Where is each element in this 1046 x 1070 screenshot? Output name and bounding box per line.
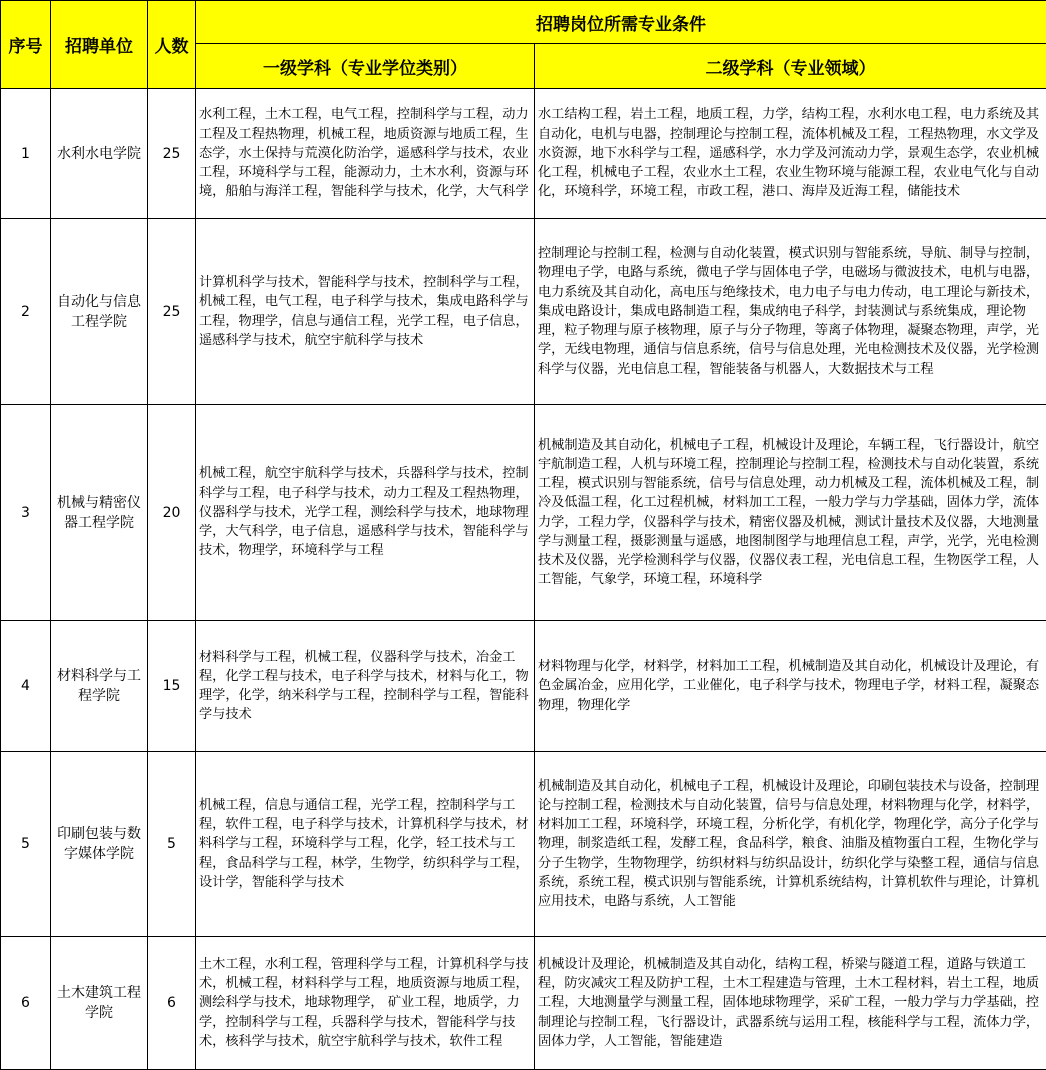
first-level-text: 土木工程，水利工程，管理科学与工程，计算机科学与技术，机械工程，材料科学与工程，地质资源与地质工程，测绘科学与技术，地球物理学， 矿业工程，地质学，力学，控制科学与工程，兵器科学与技术，智能科学与技术，核科学与技术，航空宇航科学与技术，软件工程 xyxy=(199,955,532,1051)
row-unit: 材料科学与工程学院 xyxy=(51,621,148,752)
second-level-text: 材料物理与化学，材料学，材料加工工程，机械制造及其自动化，机械设计及理论，有色金属冶金，应用化学，工业催化，电子科学与技术，物理电子学，材料工程，凝聚态物理，物理化学 xyxy=(538,657,1044,715)
row-index: 3 xyxy=(1,405,51,621)
table-row xyxy=(1,752,1046,937)
second-level-text: 机械制造及其自动化，机械电子工程，机械设计及理论，印刷包装技术与设备，控制理论与控制工程，检测技术与自动化装置，信号与信息处理，材料物理与化学，材料学，材料加工工程，环境科学，环境工程，分析化学，有机化学，物理化学，高分子化学与物理，制浆造纸工程，发酵工程，食品科学，粮食、油脂及植物蛋白工程，生物化学与分子生物学，生物物理学，纺织材料与纺织品设计，纺织化学与染整工程，通信与信息系统，系统工程，模式识别与智能系统，计算机系统结构，计算机软件与理论，计算机应用技术，电路与系统，人工智能 xyxy=(538,777,1044,911)
table-row xyxy=(1,937,1046,1070)
row-count: 25 xyxy=(148,219,196,405)
row-index: 1 xyxy=(1,89,51,219)
first-level-text: 材料科学与工程，机械工程，仪器科学与技术，冶金工程，化学工程与技术，电子科学与技术，材料与化工，物理学，化学，纳米科学与工程，控制科学与工程，智能科学与技术 xyxy=(199,648,532,725)
row-first-level xyxy=(196,937,535,1070)
row-first-level xyxy=(196,219,535,405)
first-level-text: 机械工程，信息与通信工程，光学工程，控制科学与工程，软件工程，电子科学与技术，计算机科学与技术，材料科学与工程，环境科学与工程，化学，轻工技术与工程，食品科学与工程，林学，生物学，纺织科学与工程，设计学，智能科学与技术 xyxy=(199,796,532,892)
row-unit: 水利水电学院 xyxy=(51,89,148,219)
row-index: 5 xyxy=(1,752,51,937)
row-unit: 机械与精密仪器工程学院 xyxy=(51,405,148,621)
header-first-level: 一级学科（专业学位类别） xyxy=(196,44,535,89)
row-index: 6 xyxy=(1,937,51,1070)
second-level-text: 机械设计及理论，机械制造及其自动化，结构工程，桥梁与隧道工程，道路与铁道工程，防灾减灾工程及防护工程，土木工程建造与管理，土木工程材料，岩土工程，地质工程，大地测量学与测量工程，固体地球物理学，采矿工程，一般力学与力学基础，控制理论与控制工程，飞行器设计，武器系统与运用工程，核能科学与工程，流体力学，固体力学，人工智能，智能建造 xyxy=(538,955,1044,1051)
header-unit: 招聘单位 xyxy=(51,1,148,89)
first-level-text: 水利工程，土木工程，电气工程，控制科学与工程，动力工程及工程热物理，机械工程，地质资源与地质工程，生态学，水土保持与荒漠化防治学，遥感科学与技术，农业工程，环境科学与工程，能源动力，土木水利，资源与环境，船舶与海洋工程，智能科学与技术，化学，大气科学 xyxy=(199,105,532,201)
header-second-level: 二级学科（专业领域） xyxy=(535,44,1046,89)
row-second-level xyxy=(535,405,1046,621)
header-index: 序号 xyxy=(1,1,51,89)
row-count: 15 xyxy=(148,621,196,752)
row-unit: 土木建筑工程学院 xyxy=(51,937,148,1070)
row-count: 6 xyxy=(148,937,196,1070)
first-level-text: 计算机科学与技术，智能科学与技术，控制科学与工程，机械工程，电气工程，电子科学与技术，集成电路科学与工程，物理学，信息与通信工程，光学工程，电子信息，遥感科学与技术，航空宇航科学与技术 xyxy=(199,273,532,350)
row-index: 4 xyxy=(1,621,51,752)
row-count: 25 xyxy=(148,89,196,219)
header-count: 人数 xyxy=(148,1,196,89)
table-row xyxy=(1,405,1046,621)
row-unit: 自动化与信息工程学院 xyxy=(51,219,148,405)
header-conditions: 招聘岗位所需专业条件 xyxy=(196,1,1046,44)
table-row xyxy=(1,89,1046,219)
table-row xyxy=(1,219,1046,405)
row-first-level xyxy=(196,752,535,937)
row-second-level xyxy=(535,621,1046,752)
second-level-text: 水工结构工程，岩土工程，地质工程，力学，结构工程，水利水电工程，电力系统及其自动化，电机与电器，控制理论与控制工程，流体机械及工程，工程热物理，水文学及水资源，地下水科学与工程，遥感科学，水力学及河流动力学，景观生态学，农业机械化工程，机械电子工程，农业水土工程，农业生物环境与能源工程，农业电气化与自动化，环境科学，环境工程，市政工程，港口、海岸及近海工程，储能技术 xyxy=(538,105,1044,201)
row-first-level xyxy=(196,405,535,621)
row-count: 5 xyxy=(148,752,196,937)
row-second-level xyxy=(535,937,1046,1070)
row-first-level xyxy=(196,89,535,219)
row-second-level xyxy=(535,89,1046,219)
second-level-text: 控制理论与控制工程，检测与自动化装置，模式识别与智能系统，导航、制导与控制，物理电子学，电路与系统，微电子学与固体电子学，电磁场与微波技术，电机与电器，电力系统及其自动化，高电压与绝缘技术，电力电子与电力传动，电工理论与新技术，集成电路设计，集成电路制造工程，集成纳电子科学，封装测试与系统集成，理论物理，粒子物理与原子核物理，原子与分子物理，等离子体物理，凝聚态物理，声学，光学，无线电物理，通信与信息系统，信号与信息处理，光电检测技术及仪器，光学检测科学与仪器，光电信息工程，智能装备与机器人，大数据技术与工程 xyxy=(538,244,1044,378)
row-index: 2 xyxy=(1,219,51,405)
table-row xyxy=(1,621,1046,752)
first-level-text: 机械工程，航空宇航科学与技术，兵器科学与技术，控制科学与工程，电子科学与技术，动力工程及工程热物理，仪器科学与技术，光学工程，测绘科学与技术，地球物理学，大气科学，电子信息，遥感科学与技术，智能科学与技术，物理学，环境科学与工程 xyxy=(199,464,532,560)
row-unit: 印刷包装与数字媒体学院 xyxy=(51,752,148,937)
header-row-1 xyxy=(1,1,1046,44)
second-level-text: 机械制造及其自动化，机械电子工程，机械设计及理论，车辆工程，飞行器设计，航空宇航制造工程，人机与环境工程，控制理论与控制工程，检测技术与自动化装置，系统工程，模式识别与智能系统，信号与信息处理，动力机械及工程，流体机械及工程，制冷及低温工程，化工过程机械，材料加工工程，一般力学与力学基础，固体力学，流体力学，工程力学，仪器科学与技术，精密仪器及机械，测试计量技术及仪器，大地测量学与测量工程，摄影测量与遥感，地图制图学与地理信息工程，声学，光学，光电检测技术及仪器，光学检测科学与仪器，仪器仪表工程，光电信息工程，生物医学工程，人工智能，气象学，环境工程，环境科学 xyxy=(538,436,1044,590)
row-count: 20 xyxy=(148,405,196,621)
row-first-level xyxy=(196,621,535,752)
row-second-level xyxy=(535,219,1046,405)
row-second-level xyxy=(535,752,1046,937)
